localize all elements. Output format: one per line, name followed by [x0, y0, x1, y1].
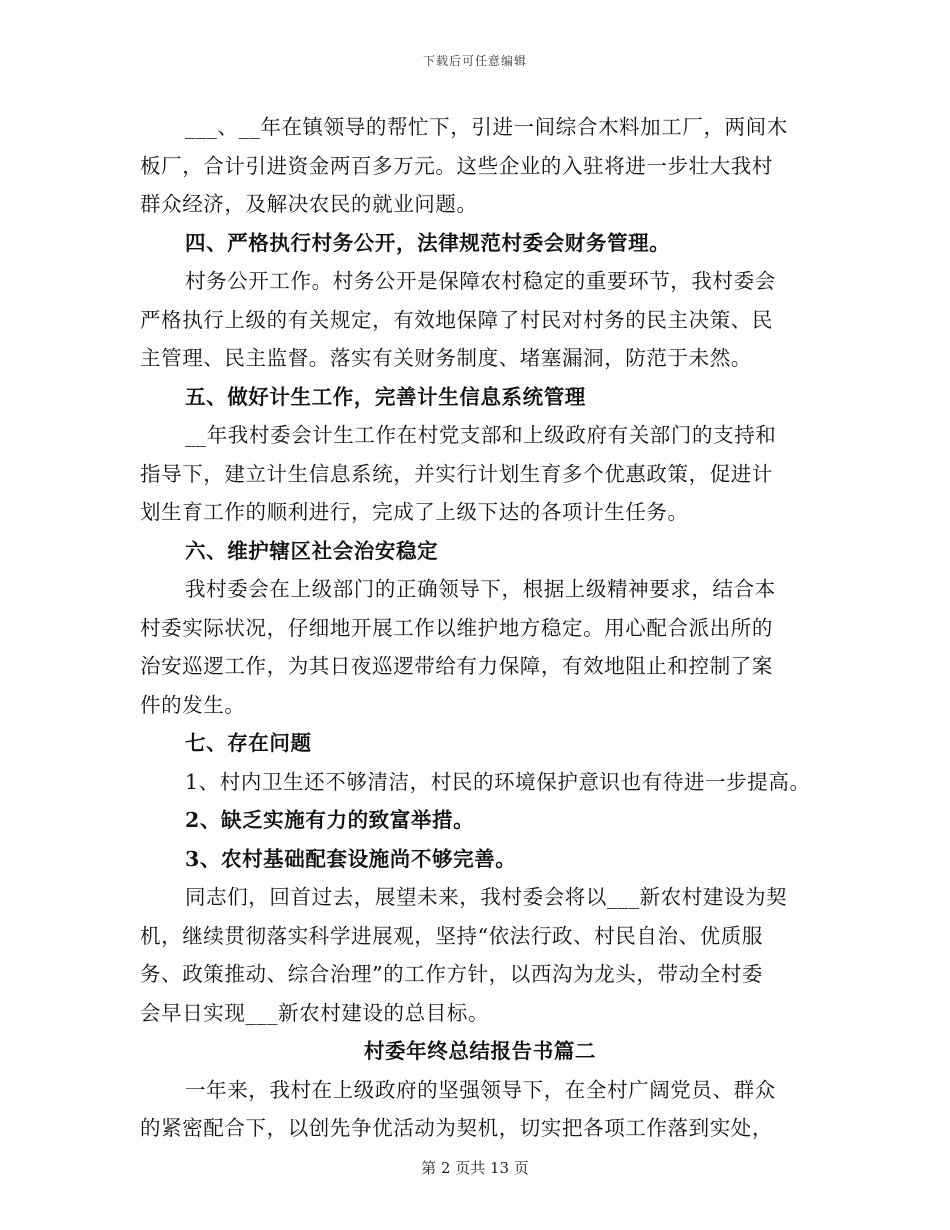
list-item: 3、农村基础配套设施尚不够完善。: [185, 846, 517, 871]
paragraph-line: 件的发生。: [140, 692, 246, 717]
section-heading: 四、严格执行村务公开，法律规范村委会财务管理。: [185, 230, 671, 255]
list-item: 1、村内卫生还不够清洁，村民的环境保护意识也有待进一步提高。: [185, 769, 811, 794]
paragraph-line: __年我村委会计生工作在村党支部和上级政府有关部门的支持和: [185, 423, 777, 447]
paragraph-line: 严格执行上级的有关规定，有效地保障了村民对村务的民主决策、民: [140, 307, 773, 332]
document-body: [140, 108, 820, 1148]
paragraph-line: 划生育工作的顺利进行，完成了上级下达的各项计生任务。: [140, 500, 689, 524]
paragraph-line: 的紧密配合下，以创先争优活动为契机，切实把各项工作落到实处，: [140, 1116, 773, 1140]
paragraph-line: 主管理、民主监督。落实有关财务制度、堵塞漏洞，防范于未然。: [140, 346, 752, 370]
section-heading: 五、做好计生工作，完善计生信息系统管理: [185, 384, 586, 409]
paragraph-line: 我村委会在上级部门的正确领导下，根据上级精神要求，结合本: [185, 577, 776, 601]
paragraph-line: 村委实际状况，仔细地开展工作以维护地方稳定。用心配合派出所的: [140, 615, 773, 640]
section-heading: 七、存在问题: [185, 731, 312, 755]
paragraph-line: 同志们，回首过去，展望未来，我村委会将以___新农村建设为契: [185, 885, 788, 909]
paragraph-line: ___、__年在镇领导的帮忙下，引进一间综合木料加工厂，两间木: [185, 115, 788, 139]
paragraph-line: 会早日实现___新农村建设的总目标。: [140, 1000, 490, 1025]
paragraph-line: 治安巡逻工作，为其日夜巡逻带给有力保障，有效地阻止和控制了案: [140, 654, 773, 678]
page-number-footer: 第 2 页共 13 页: [421, 1159, 529, 1177]
header-note: 下载后可任意编辑: [422, 54, 527, 68]
paragraph-line: 群众经济，及解决农民的就业问题。: [140, 192, 478, 216]
paragraph-line: 机，继续贯彻落实科学进展观，坚持“依法行政、村民自治、优质服: [140, 923, 763, 948]
paragraph-line: 村务公开工作。村务公开是保障农村稳定的重要环节，我村委会: [185, 269, 776, 293]
section-heading: 六、维护辖区社会治安稳定: [185, 538, 439, 563]
document-title: 村委年终总结报告书篇二: [363, 1039, 597, 1063]
paragraph-line: 一年来，我村在上级政府的坚强领导下，在全村广阔党员、群众: [185, 1077, 776, 1102]
paragraph-line: 板厂，合计引进资金两百多万元。这些企业的入驻将进一步壮大我村: [140, 153, 773, 178]
list-item: 2、缺乏实施有力的致富举措。: [185, 808, 475, 832]
paragraph-line: 务、政策推动、综合治理”的工作方针，以西沟为龙头，带动全村委: [140, 962, 763, 986]
paragraph-line: 指导下，建立计生信息系统，并实行计划生育多个优惠政策，促进计: [140, 461, 773, 486]
